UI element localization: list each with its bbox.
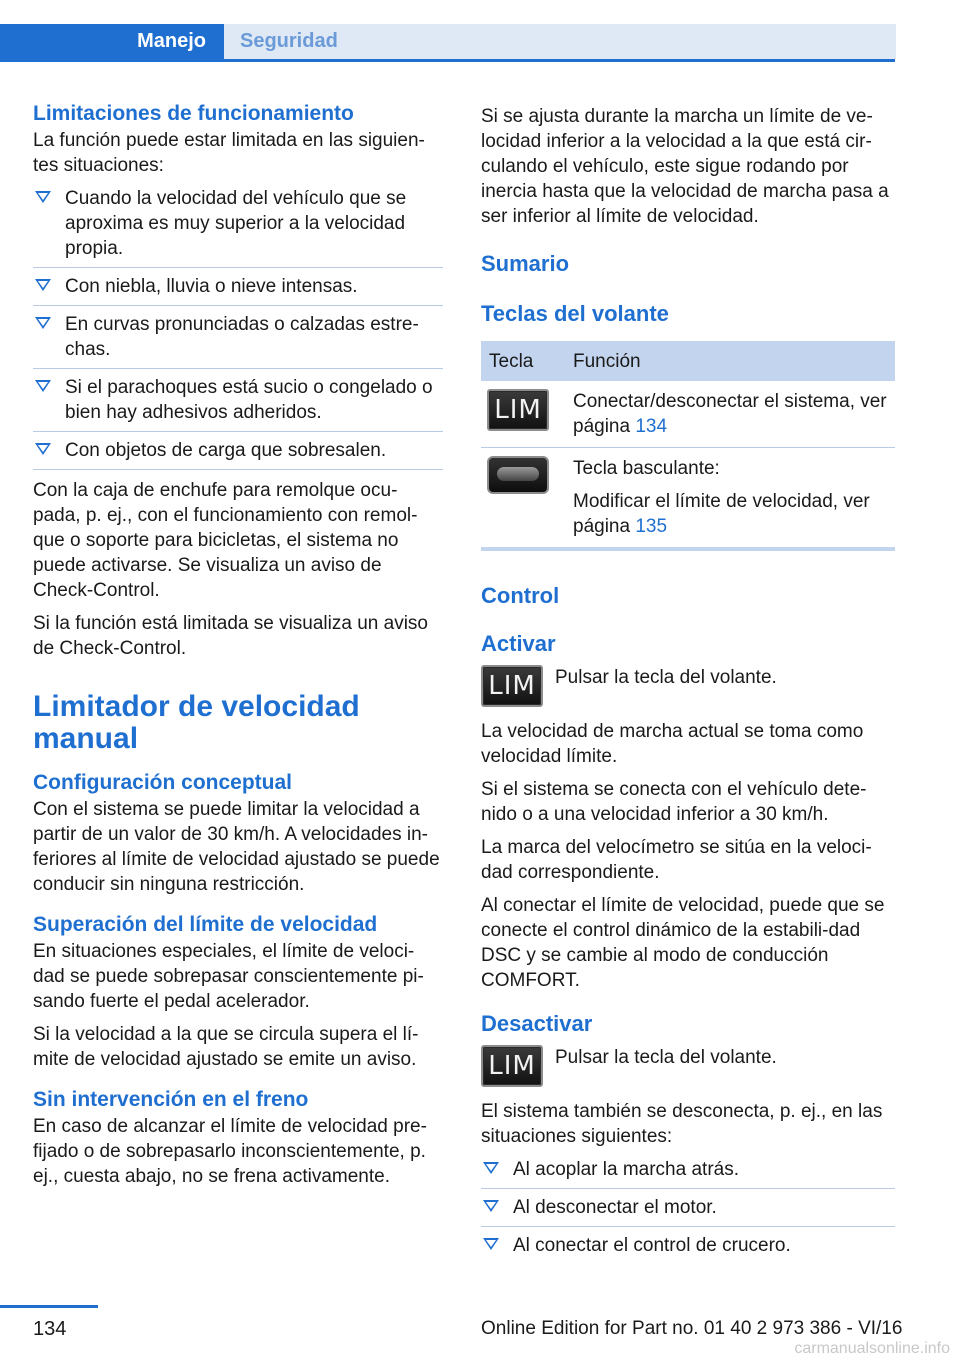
keys-heading: Teclas del volante bbox=[481, 301, 669, 326]
row-function-text: Conectar/desconectar el sistema, ver página bbox=[573, 391, 887, 437]
list-item: Al desconectar el motor. bbox=[481, 1195, 895, 1227]
exceed-heading: Superación del límite de velocidad bbox=[33, 913, 378, 936]
concept-heading: Configuración conceptual bbox=[33, 771, 293, 794]
intro-paragraph: Si se ajusta durante la marcha un límite de ve-locidad inferior a la velocidad a la que está cir-culando el vehículo, este sigue rodando por inercia hasta que la velocidad de marcha pasa a ser inferior al límite de velocidad. bbox=[481, 106, 889, 227]
page-link[interactable]: 134 bbox=[635, 416, 668, 437]
list-item: Cuando la velocidad del vehículo que se aproxima es muy superior a la velocidad propia. bbox=[33, 186, 443, 268]
page-title: Limitador de velocidad manual bbox=[33, 690, 360, 755]
row-function-title: Tecla basculante: bbox=[573, 458, 720, 479]
activate-paragraph-3: La marca del velocímetro se sitúa en la veloci-dad correspondiente. bbox=[481, 837, 872, 883]
bullet-triangle-icon bbox=[483, 1238, 499, 1250]
footer-rule bbox=[0, 1305, 98, 1308]
deactivate-action-text: Pulsar la tecla del volante. bbox=[555, 1047, 777, 1068]
list-item: Con niebla, lluvia o nieve intensas. bbox=[33, 274, 443, 306]
edition-text: Online Edition for Part no. 01 40 2 973 386 - VI/16 bbox=[481, 1318, 903, 1339]
limitations-heading: Limitaciones de funcionamiento bbox=[33, 102, 354, 125]
column-header-key: Tecla bbox=[481, 341, 565, 381]
page-link[interactable]: 135 bbox=[635, 516, 668, 537]
exceed-paragraph-2: Si la velocidad a la que se circula supera el lí-mite de velocidad ajustado se emite un aviso. bbox=[33, 1024, 419, 1070]
section-tabbar bbox=[0, 24, 895, 62]
activate-paragraph-1: La velocidad de marcha actual se toma como velocidad límite. bbox=[481, 721, 864, 767]
list-item: Con objetos de carga que sobresalen. bbox=[33, 438, 443, 470]
bullet-triangle-icon bbox=[35, 380, 51, 392]
lim-button-icon: LIM bbox=[487, 389, 549, 431]
left-column bbox=[33, 100, 443, 1197]
limitations-paragraph-check-control: Si la función está limitada se visualiza un aviso de Check-Control. bbox=[33, 613, 428, 659]
concept-paragraph: Con el sistema se puede limitar la velocidad a partir de un valor de 30 km/h. A velocidades in-feriores al límite de velocidad ajustado se puede conducir sin ninguna restricción. bbox=[33, 799, 440, 895]
tab-manejo[interactable]: Manejo bbox=[0, 24, 224, 59]
brake-heading: Sin intervención en el freno bbox=[33, 1088, 309, 1111]
activate-heading: Activar bbox=[481, 631, 556, 656]
right-column bbox=[481, 104, 895, 1272]
steering-keys-table bbox=[481, 341, 895, 551]
limitations-list bbox=[33, 186, 443, 470]
lim-button-icon: LIM bbox=[481, 665, 543, 707]
control-heading: Control bbox=[481, 583, 560, 608]
list-item: En curvas pronunciadas o calzadas estre-chas. bbox=[33, 312, 443, 369]
exceed-paragraph-1: En situaciones especiales, el límite de veloci-dad se puede sobrepasar conscientemente pi-sando fuerte el pedal acelerador. bbox=[33, 941, 424, 1012]
list-item: Al conectar el control de crucero. bbox=[481, 1233, 895, 1264]
bullet-triangle-icon bbox=[483, 1200, 499, 1212]
rocker-switch-icon bbox=[487, 456, 549, 494]
bullet-triangle-icon bbox=[35, 317, 51, 329]
row-function-text: Modificar el límite de velocidad, ver página bbox=[573, 491, 870, 537]
activate-paragraph-4: Al conectar el límite de velocidad, puede que se conecte el control dinámico de la estabili-dad DSC y se cambie al modo de conducción COMFORT. bbox=[481, 895, 885, 991]
limitations-intro: La función puede estar limitada en las siguien-tes situaciones: bbox=[33, 130, 425, 176]
bullet-triangle-icon bbox=[35, 443, 51, 455]
deactivate-paragraph: El sistema también se desconecta, p. ej., en las situaciones siguientes: bbox=[481, 1101, 883, 1147]
list-item: Si el parachoques está sucio o congelado o bien hay adhesivos adheridos. bbox=[33, 375, 443, 432]
watermark: carmanualsonline.info bbox=[794, 1340, 950, 1357]
deactivate-list bbox=[481, 1157, 895, 1264]
table-row bbox=[481, 381, 895, 448]
list-item: Al acoplar la marcha atrás. bbox=[481, 1157, 895, 1189]
tab-seguridad[interactable]: Seguridad bbox=[224, 24, 896, 59]
table-header-row bbox=[481, 341, 895, 381]
column-header-function: Función bbox=[565, 341, 895, 381]
bullet-triangle-icon bbox=[35, 279, 51, 291]
deactivate-heading: Desactivar bbox=[481, 1011, 593, 1036]
bullet-triangle-icon bbox=[483, 1162, 499, 1174]
activate-instruction bbox=[481, 665, 895, 707]
summary-heading: Sumario bbox=[481, 251, 570, 276]
lim-button-icon: LIM bbox=[481, 1045, 543, 1087]
table-row bbox=[481, 448, 895, 550]
page-number: 134 bbox=[33, 1318, 67, 1340]
limitations-paragraph-trailer: Con la caja de enchufe para remolque ocu-pada, p. ej., con el funcionamiento con remol-que o soporte para bicicletas, el sistema no puede activarse. Se visualiza un aviso de Check-Control. bbox=[33, 480, 418, 601]
brake-paragraph: En caso de alcanzar el límite de velocidad pre-fijado o de sobrepasarlo inconscientemente, p. ej., cuesta abajo, no se frena activamente. bbox=[33, 1116, 427, 1187]
activate-action-text: Pulsar la tecla del volante. bbox=[555, 667, 777, 688]
deactivate-instruction bbox=[481, 1045, 895, 1087]
activate-paragraph-2: Si el sistema se conecta con el vehículo dete-nido o a una velocidad inferior a 30 km/h. bbox=[481, 779, 867, 825]
bullet-triangle-icon bbox=[35, 191, 51, 203]
